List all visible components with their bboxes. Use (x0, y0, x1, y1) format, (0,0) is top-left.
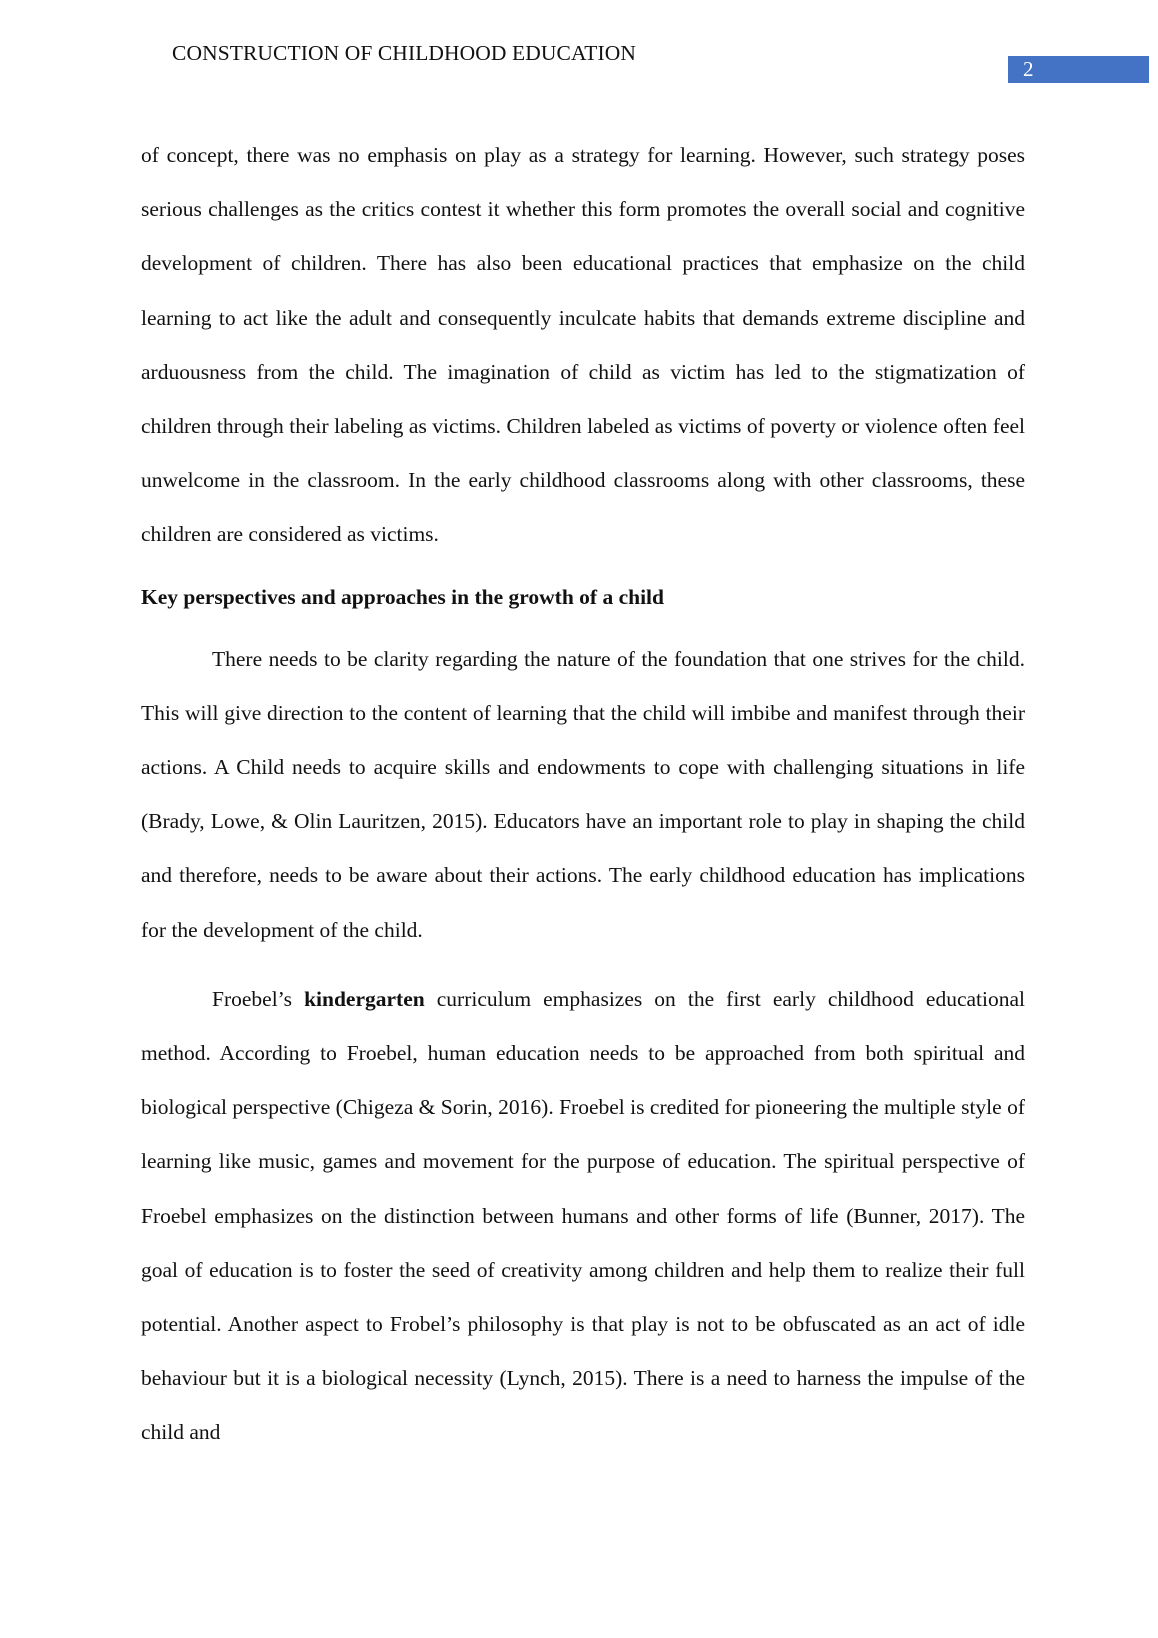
paragraph-3-bold-term: kindergarten (304, 986, 425, 1011)
paragraph-3 (141, 972, 1025, 1460)
paragraph-1: of concept, there was no emphasis on play as a strategy for learning. However, such strategy poses serious challenges as the critics contest it whether this form promotes the overall social and cognitive development of children. There has also been educational practices that emphasize on the child learning to act like the adult and consequently inculcate habits that demands extreme discipline and arduousness from the child. The imagination of child as victim has led to the stigmatization of children through their labeling as victims. Children labeled as victims of poverty or violence often feel unwelcome in the classroom. In the early childhood classrooms along with other classrooms, these children are considered as victims. (141, 143, 1025, 547)
paragraph-3-lead: Froebel’s (212, 986, 305, 1011)
document-body (141, 128, 1025, 1460)
page-number: 2 (1008, 56, 1149, 83)
section-heading: Key perspectives and approaches in the growth of a child (141, 584, 664, 609)
paragraph-3-rest: curriculum emphasizes on the first early childhood educational method. According to Froebel, human education needs to be approached from both spiritual and biological perspective (Chigeza & Sorin, 2016). Froebel is credited for pioneering the multiple style of learning like music, games and movement for the purpose of education. The spiritual perspective of Froebel emphasizes on the distinction between humans and other forms of life (Bunner, 2017). The goal of education is to foster the seed of creativity among children and help them to realize their full potential. Another aspect to Frobel’s philosophy is that play is not to be obfuscated as an act of idle behaviour but it is a biological necessity (Lynch, 2015). There is a need to harness the impulse of the child and (141, 986, 1025, 1445)
running-head: CONSTRUCTION OF CHILDHOOD EDUCATION (172, 41, 636, 65)
paragraph-2: There needs to be clarity regarding the nature of the foundation that one strives for the child. This will give direction to the content of learning that the child will imbibe and manifest through their actions. A Child needs to acquire skills and endowments to cope with challenging situations in life (Brady, Lowe, & Olin Lauritzen, 2015). Educators have an important role to play in shaping the child and therefore, needs to be aware about their actions. The early childhood education has implications for the development of the child. (141, 646, 1025, 942)
